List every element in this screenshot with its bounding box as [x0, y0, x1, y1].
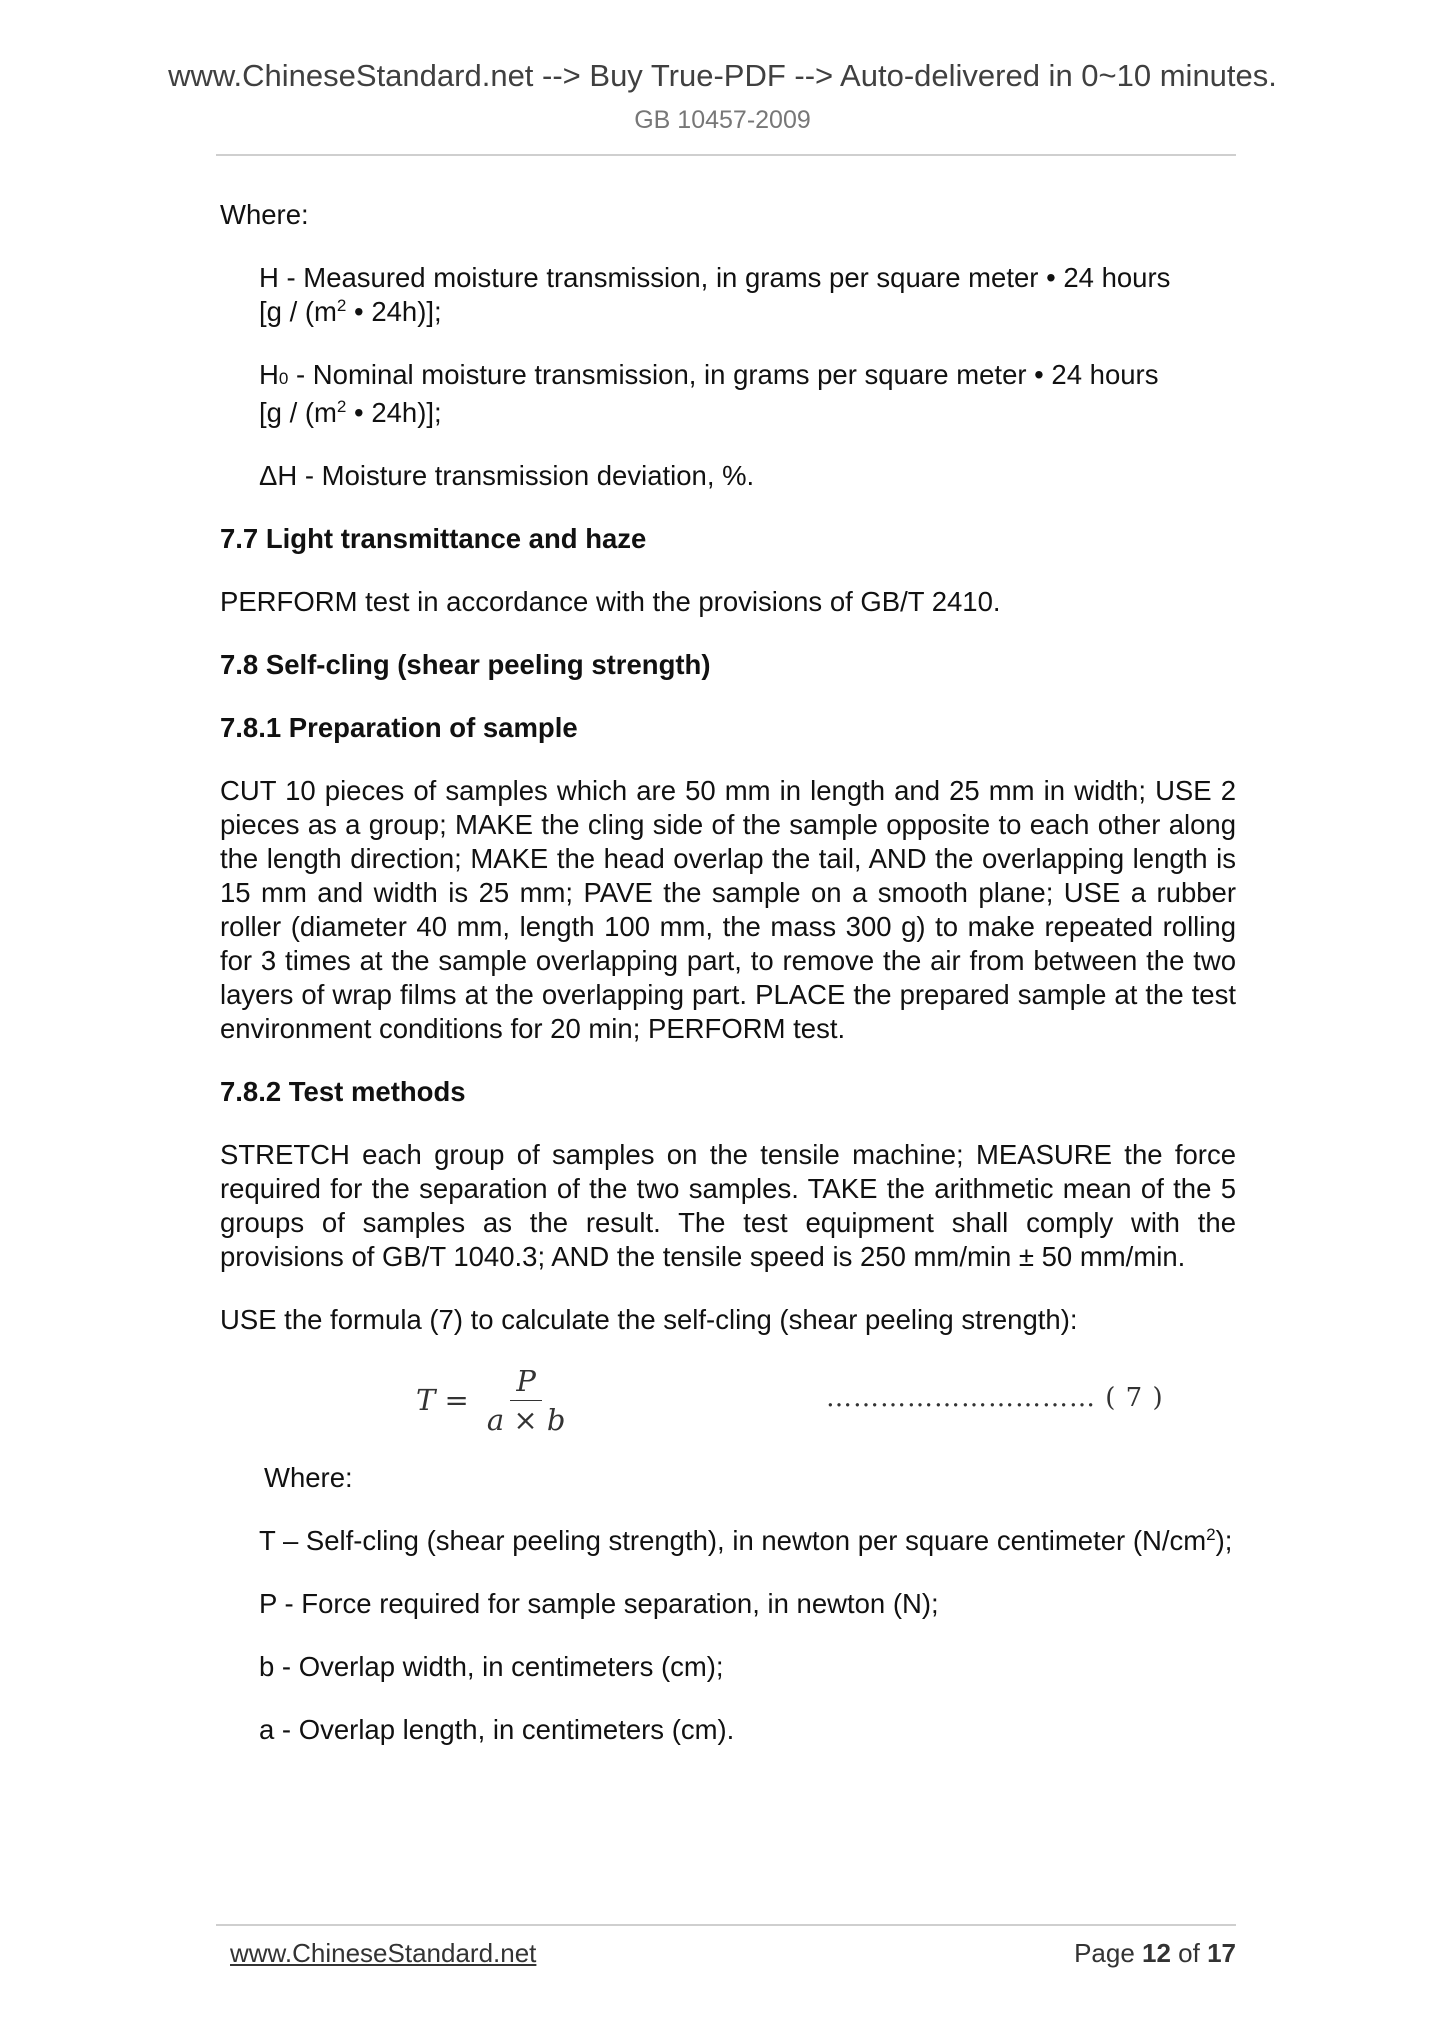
- definition-t-end: );: [1215, 1525, 1233, 1556]
- footer-divider: [216, 1924, 1236, 1926]
- definition-h0-text: - Nominal moisture transmission, in grams per square meter • 24 hours: [288, 359, 1159, 390]
- formula-fraction: [481, 1363, 572, 1437]
- definition-h-text: H - Measured moisture transmission, in grams per square meter • 24 hours: [259, 262, 1171, 293]
- formula-denominator: a × b: [486, 1402, 566, 1437]
- definition-h-sup: 2: [336, 295, 347, 315]
- header-banner: www.ChineseStandard.net --> Buy True-PDF --> Auto-delivered in 0~10 minutes.: [168, 58, 1277, 93]
- definition-delta-h: ΔH - Moisture transmission deviation, %.: [259, 460, 755, 491]
- page-current: 12: [1142, 1938, 1171, 1968]
- definition-p: P - Force required for sample separation, in newton (N);: [259, 1588, 939, 1619]
- paragraph-7-8-1: CUT 10 pieces of samples which are 50 mm in length and 25 mm in width; USE 2 pieces as a group; MAKE the cling side of the sample opposite to each other along the length direction; MAKE the head overlap the tail, AND the overlapping length is 15 mm and width is 25 mm; PAVE the sample on a smooth plane; USE a rubber roller (diameter 40 mm, length 100 mm, the mass 300 g) to make repeated rolling for 3 times at the sample overlapping part, to remove the air from between the two layers of wrap films at the overlapping part. PLACE the prepared sample at the test environment conditions for 20 min; PERFORM test.: [220, 775, 1236, 1044]
- definition-h-unit-end: • 24h)];: [346, 296, 442, 327]
- formula-lhs: T =: [416, 1383, 469, 1417]
- heading-7-8-1: 7.8.1 Preparation of sample: [220, 712, 578, 743]
- definition-a: a - Overlap length, in centimeters (cm).: [259, 1714, 735, 1745]
- formula-7: [220, 1357, 1236, 1443]
- formula-intro: USE the formula (7) to calculate the self-cling (shear peeling strength):: [220, 1304, 1078, 1335]
- definition-h0-symbol: H: [259, 359, 279, 390]
- formula-number: ………………………… ( 7 ): [826, 1383, 1164, 1413]
- heading-7-7: 7.7 Light transmittance and haze: [220, 523, 647, 554]
- page-mid: of: [1170, 1938, 1208, 1968]
- page-indicator: [1074, 1938, 1236, 1969]
- definition-t-sup: 2: [1206, 1524, 1216, 1544]
- where-label-2: Where:: [264, 1462, 353, 1493]
- definition-h0-unit-end: • 24h)];: [346, 397, 442, 428]
- heading-7-8-2: 7.8.2 Test methods: [220, 1076, 466, 1107]
- paragraph-7-7: PERFORM test in accordance with the provisions of GB/T 2410.: [220, 586, 1001, 617]
- definition-h-unit: [g / (m: [259, 296, 337, 327]
- page-prefix: Page: [1074, 1938, 1143, 1968]
- definition-h0: [259, 358, 1236, 430]
- footer-site-link[interactable]: www.ChineseStandard.net: [230, 1938, 537, 1968]
- definition-h0-sup: 2: [336, 396, 347, 416]
- formula-expression: [416, 1357, 571, 1443]
- definition-h0-unit: [g / (m: [259, 397, 337, 428]
- definition-h: [259, 261, 1236, 329]
- header-divider: [216, 154, 1236, 156]
- formula-numerator: P: [510, 1366, 542, 1401]
- heading-7-8: 7.8 Self-cling (shear peeling strength): [220, 649, 711, 680]
- paragraph-7-8-2: STRETCH each group of samples on the tensile machine; MEASURE the force required for the separation of the two samples. TAKE the arithmetic mean of the 5 groups of samples as the result. The test equipment shall comply with the provisions of GB/T 1040.3; AND the tensile speed is 250 mm/min ± 50 mm/min.: [220, 1139, 1236, 1272]
- definition-h0-subscript: 0: [278, 369, 289, 388]
- page-content: [220, 198, 1236, 1776]
- definition-b: b - Overlap width, in centimeters (cm);: [259, 1651, 724, 1682]
- definition-t-text: T – Self-cling (shear peeling strength), in newton per square centimeter (N/cm: [259, 1525, 1207, 1556]
- definition-t: [259, 1524, 1236, 1558]
- document-number: GB 10457-2009: [634, 106, 811, 134]
- page-total: 17: [1207, 1938, 1236, 1968]
- where-label-1: Where:: [220, 199, 309, 230]
